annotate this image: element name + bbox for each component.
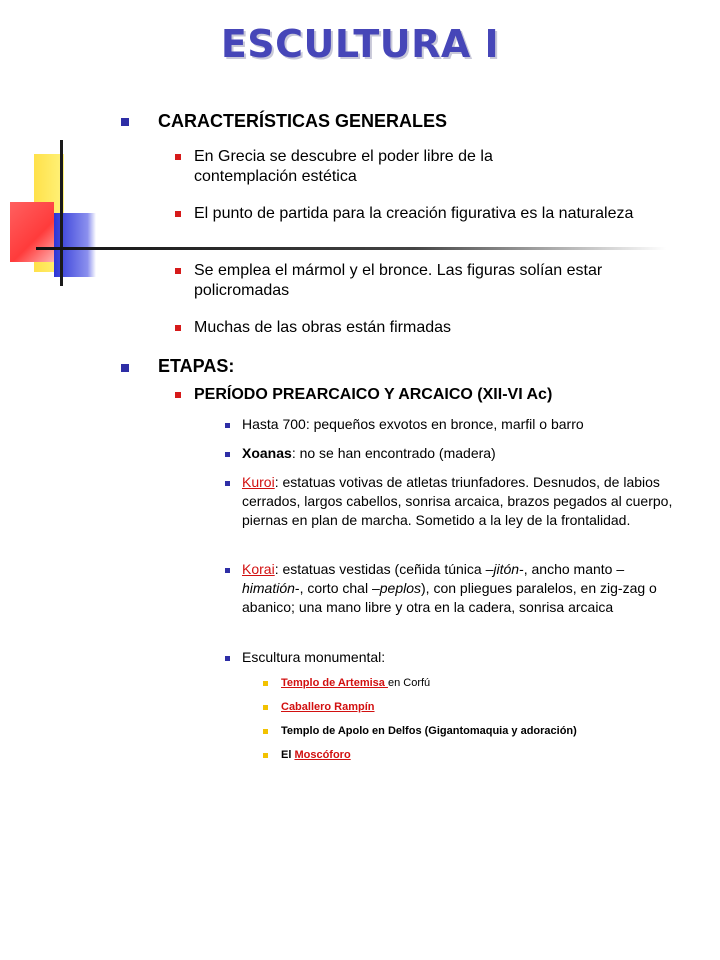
list-item: Se emplea el mármol y el bronce. Las figuras solían estar policromadas (194, 262, 603, 299)
section-heading-etapas: ETAPAS: (158, 356, 235, 376)
korai-link[interactable]: Korai (242, 561, 275, 577)
bullet-square-icon (225, 452, 230, 457)
xoanas-text: : no se han encontrado (madera) (291, 445, 496, 461)
decor-horizontal-line (36, 247, 666, 250)
moscoforo-link[interactable]: Moscóforo (294, 749, 351, 761)
bullet-square-icon (263, 729, 268, 734)
korai-text-c: -, ancho manto – (519, 561, 625, 577)
kuroi-link[interactable]: Kuroi (242, 474, 275, 490)
korai-term-himation: himatión (242, 580, 295, 596)
bullet-square-icon (225, 423, 230, 428)
bullet-square-icon (175, 325, 181, 331)
list-item: Templo de Apolo en Delfos (Gigantomaquia y adoración) (281, 725, 577, 737)
moscoforo-prefix: El (281, 749, 295, 761)
list-item (281, 700, 681, 714)
korai-text-e: -, corto chal – (294, 580, 380, 596)
bullet-square-icon (263, 681, 268, 686)
list-item: Hasta 700: pequeños exvotos en bronce, marfil o barro (242, 416, 584, 432)
bullet-square-icon (121, 364, 129, 372)
decor-vertical-line (60, 140, 63, 286)
kuroi-text: : estatuas votivas de atletas triunfadores. Desnudos, de labios cerrados, largos cabellos, sonrisa arcaica, brazos pegados al cuerpo, piernas en plan de marcha. Sometido a la ley de la frontalidad. (242, 474, 673, 528)
bullet-square-icon (263, 705, 268, 710)
period-heading: PERÍODO PREARCAICO Y ARCAICO (XII-VI Ac) (194, 386, 553, 403)
bullet-square-icon (175, 392, 181, 398)
list-item (242, 444, 682, 463)
korai-term-peplos: peplos (379, 580, 422, 596)
list-item (281, 748, 681, 762)
list-item (242, 560, 674, 617)
bullet-square-icon (175, 154, 181, 160)
caballero-rampin-link[interactable]: Caballero Rampín (281, 701, 375, 713)
list-item (281, 676, 681, 690)
page-title: ESCULTURA I (220, 22, 500, 66)
templo-artemisa-text: en Corfú (387, 677, 431, 689)
bullet-square-icon (263, 753, 268, 758)
bullet-square-icon (175, 268, 181, 274)
templo-artemisa-link[interactable]: Templo de Artemisa (281, 677, 388, 689)
decor-red-block (10, 202, 54, 262)
bullet-square-icon (225, 568, 230, 573)
list-item: Escultura monumental: (242, 649, 386, 665)
bullet-square-icon (225, 481, 230, 486)
list-item (242, 473, 674, 530)
korai-term-jiton: jitón (493, 561, 520, 577)
section-heading-caracteristicas: CARACTERÍSTICAS GENERALES (158, 111, 448, 131)
bullet-square-icon (121, 118, 129, 126)
bullet-square-icon (225, 656, 230, 661)
bullet-square-icon (175, 211, 181, 217)
term-xoanas: Xoanas (242, 445, 292, 461)
korai-text-a: : estatuas vestidas (ceñida túnica – (274, 561, 494, 577)
list-item: El punto de partida para la creación figurativa es la naturaleza (194, 205, 634, 222)
list-item: Muchas de las obras están firmadas (194, 319, 452, 336)
korai-text-g: ), con pliegues paralelos, en zig-zag o abanico; una mano libre y otra en la cadera, sonrisa arcaica (242, 580, 657, 615)
list-item: En Grecia se descubre el poder libre de la contemplación estética (194, 148, 493, 185)
